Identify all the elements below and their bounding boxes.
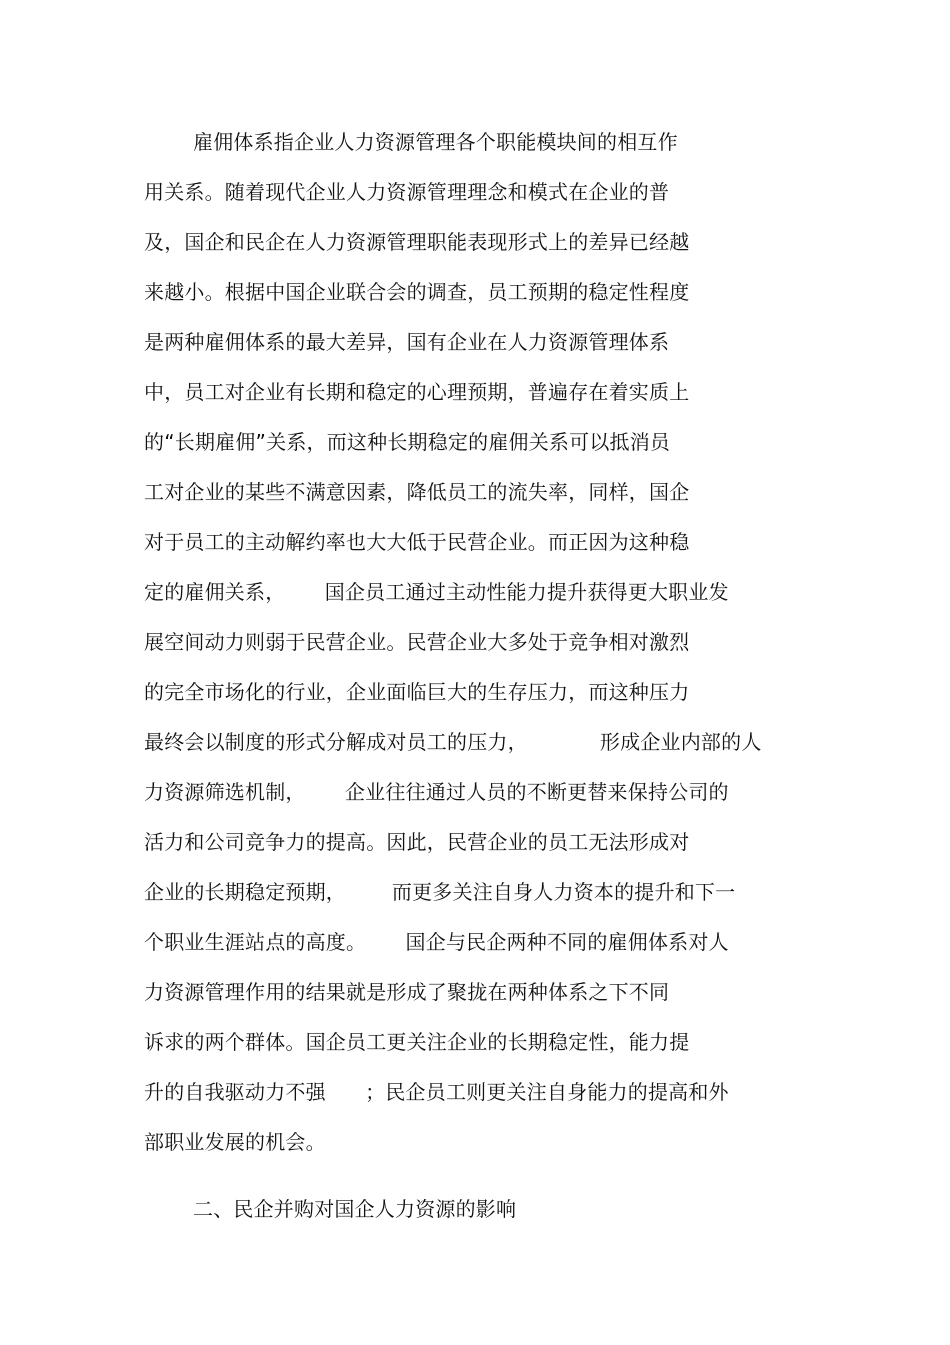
paragraph-line: 个职业生涯站点的高度。 国企与民企两种不同的雇佣体系对人 bbox=[144, 930, 729, 954]
paragraph-line: 部职业发展的机会。 bbox=[144, 1130, 326, 1154]
paragraph-line: 对于员工的主动解约率也大大低于民营企业。而正因为这种稳 bbox=[144, 530, 690, 554]
paragraph-line: 的完全市场化的行业，企业面临巨大的生存压力，而这种压力 bbox=[144, 680, 690, 704]
paragraph-line: 及，国企和民企在人力资源管理职能表现形式上的差异已经越 bbox=[144, 230, 690, 254]
paragraph-line: 升的自我驱动力不强 ；民企员工则更关注自身能力的提高和外 bbox=[144, 1080, 729, 1104]
paragraph-line: 定的雇佣关系， 国企员工通过主动性能力提升获得更大职业发 bbox=[144, 580, 729, 604]
paragraph-line: 工对企业的某些不满意因素，降低员工的流失率，同样，国企 bbox=[144, 480, 690, 504]
paragraph-line: 中，员工对企业有长期和稳定的心理预期，普遍存在着实质上 bbox=[144, 380, 690, 404]
section-heading: 二、民企并购对国企人力资源的影响 bbox=[193, 1197, 517, 1221]
paragraph-line: 的“长期雇佣”关系，而这种长期稳定的雇佣关系可以抵消员 bbox=[144, 430, 671, 454]
paragraph-line: 活力和公司竞争力的提高。因此，民营企业的员工无法形成对 bbox=[144, 830, 690, 854]
paragraph-line: 力资源筛选机制， 企业往往通过人员的不断更替来保持公司的 bbox=[144, 780, 729, 804]
paragraph-line: 企业的长期稳定预期， 而更多关注自身人力资本的提升和下一 bbox=[144, 880, 736, 904]
paragraph-line: 是两种雇佣体系的最大差异，国有企业在人力资源管理体系 bbox=[144, 330, 670, 354]
paragraph-line: 力资源管理作用的结果就是形成了聚拢在两种体系之下不同 bbox=[144, 980, 670, 1004]
paragraph-line: 雇佣体系指企业人力资源管理各个职能模块间的相互作 bbox=[193, 130, 678, 154]
paragraph-line: 展空间动力则弱于民营企业。民营企业大多处于竞争相对激烈 bbox=[144, 630, 690, 654]
paragraph-line: 来越小。根据中国企业联合会的调查，员工预期的稳定性程度 bbox=[144, 280, 690, 304]
paragraph-line: 诉求的两个群体。国企员工更关注企业的长期稳定性，能力提 bbox=[144, 1030, 690, 1054]
paragraph-line: 最终会以制度的形式分解成对员工的压力， 形成企业内部的人 bbox=[144, 730, 762, 754]
paragraph-line: 用关系。随着现代企业人力资源管理理念和模式在企业的普 bbox=[144, 180, 670, 204]
